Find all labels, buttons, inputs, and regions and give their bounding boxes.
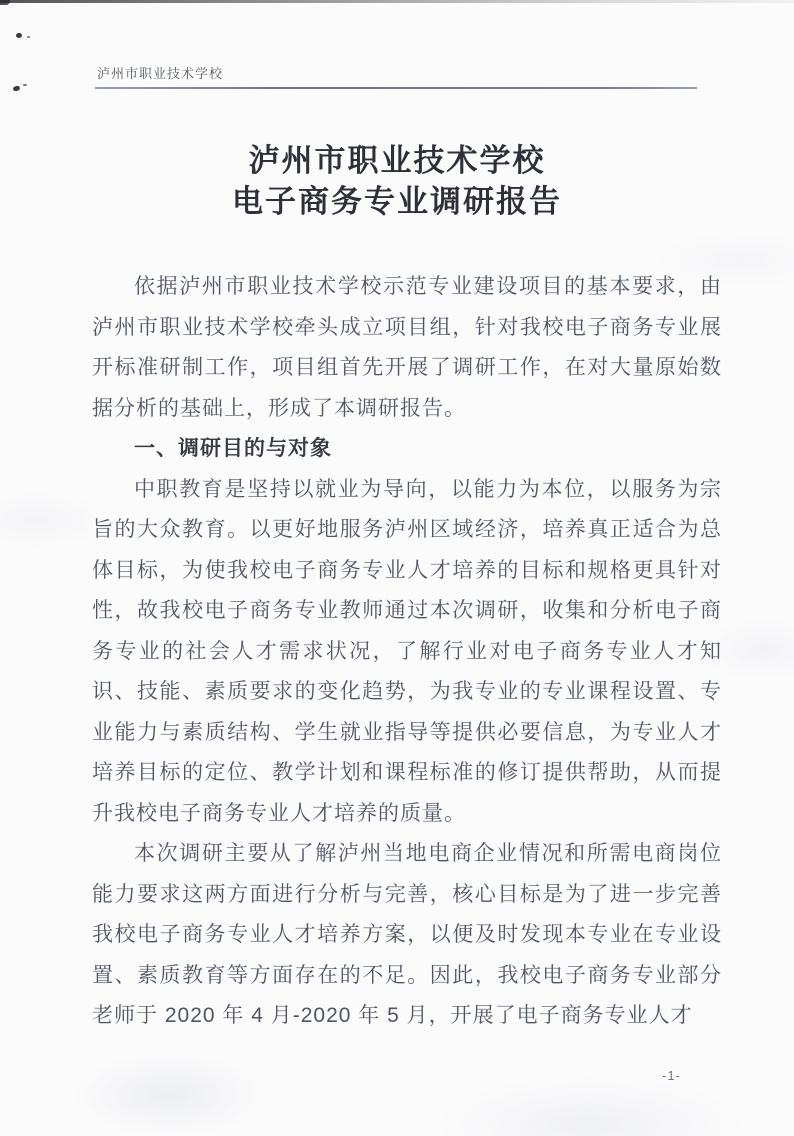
paragraph-research-purpose: 中职教育是坚持以就业为导向，以能力为本位，以服务为宗旨的大众教育。以更好地服务泸州区域经济，培养真正适合为总体目标，为使我校电子商务专业人才培养的目标和规格更具针对性，故我校电子商务专业教师通过本次调研，收集和分析电子商务专业的社会人才需求状况，了解行业对电子商务专业人才知识、技能、素质要求的变化趋势，为我专业的专业课程设置、专业能力与素质结构、学生就业指导等提供必要信息，为专业人才培养目标的定位、教学计划和课程标准的修订提供帮助，从而提升我校电子商务专业人才培养的质量。 [92,477,722,825]
section-heading-research-purpose: 一、调研目的与对象 [134,437,332,460]
header-rule-line [95,87,697,89]
running-header-text: 泸州市职业技术学校 [97,66,224,81]
paragraph-introduction: 依据泸州市职业技术学校示范专业建设项目的基本要求，由泸州市职业技术学校牵头成立项目组，针对我校电子商务专业展开标准研制工作，项目组首先开展了调研工作，在对大量原始数据分析的基础上，形成了本调研报告。 [92,275,722,420]
page-number: -1- [662,1068,681,1083]
scan-top-edge-artifact [0,0,794,3]
document-title-line1: 泸州市职业技术学校 [248,143,546,178]
scan-corner-artifact [0,0,10,5]
paragraph-research-scope: 本次调研主要从了解泸州当地电商企业情况和所需电商岗位能力要求这两方面进行分析与完善，核心目标是为了进一步完善我校电子商务专业人才培养方案，以便及时发现本专业在专业设置、素质教育等方面存在的不足。因此，我校电子商务专业部分老师于 2020 年 4 月-2020 年 5 月，开展了电子商务专业人才 [92,842,722,1027]
margin-dot-speck [23,84,27,86]
document-title-line2: 电子商务专业调研报告 [232,184,562,219]
document-body [92,267,722,1037]
margin-dot-speck [27,36,30,38]
margin-dot-mark [12,85,20,92]
document-title [0,140,794,222]
margin-dot-mark [16,33,22,38]
